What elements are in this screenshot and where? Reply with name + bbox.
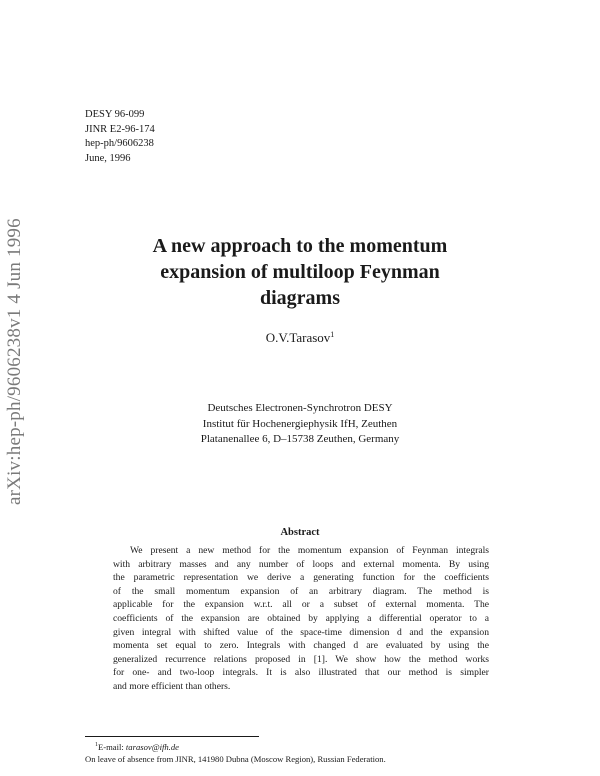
report-number-jinr: JINR E2-96-174 [85, 123, 155, 135]
footnote [85, 740, 555, 765]
abstract-body [113, 544, 489, 694]
footnote-divider [85, 736, 259, 737]
abstract-line: of the small momentum expansion of an arbitrary diagram. The method is [113, 585, 489, 597]
author-footnote-mark: 1 [330, 330, 335, 339]
email-address: tarasov@ifh.de [125, 742, 179, 752]
affiliation-line: Platanenallee 6, D–15738 Zeuthen, Germany [200, 433, 400, 445]
report-numbers [85, 108, 155, 166]
abstract-line: given integral with shifted value of the space-time dimension d and the expansion [113, 626, 489, 638]
paper-title [75, 233, 525, 311]
abstract-line: coefficients of the expansion are obtained by applying a differential operator to a [113, 612, 489, 624]
abstract-heading: Abstract [280, 527, 320, 538]
email-label: E-mail: [98, 742, 126, 752]
affiliation [150, 401, 450, 448]
affiliation-line: Institut für Hochenergiephysik IfH, Zeuthen [202, 417, 398, 430]
abstract-line: and more efficient than others. [113, 680, 231, 692]
footnote-email-line [85, 740, 555, 754]
title-line: expansion of multiloop Feynman [160, 261, 440, 283]
abstract-line: generalized recurrence relations proposed in [1]. We show how the method works [113, 653, 489, 665]
arxiv-stamp: arXiv:hep-ph/9606238v1 4 Jun 1996 [4, 218, 25, 505]
title-line: diagrams [260, 287, 340, 309]
report-date: June, 1996 [85, 152, 131, 164]
affiliation-line: Deutsches Electronen-Synchrotron DESY [207, 402, 393, 414]
report-number-arxiv: hep-ph/9606238 [85, 138, 154, 149]
title-line: A new approach to the momentum [152, 235, 448, 257]
author-name: O.V.Tarasov [265, 330, 331, 345]
abstract-line: We present a new method for the momentum expansion of Feynman integrals [130, 545, 489, 556]
abstract-line: for one- and two-loop integrals. It is also illustrated that our method is simpler [113, 667, 489, 679]
abstract-line: the parametric representation we derive a generating function for the coefficients [113, 572, 489, 584]
footnote-mark: 1 [95, 742, 98, 748]
footnote-leave-line: On leave of absence from JINR, 141980 Dubna (Moscow Region), Russian Federation. [85, 753, 386, 764]
author [150, 330, 450, 346]
abstract-line: momenta set equal to zero. Integrals with changed d are evaluated by using the [113, 640, 489, 652]
abstract-line: with arbitrary masses and any number of loops and external momenta. By using [113, 558, 489, 570]
abstract-line: applicable for the expansion w.r.t. all or a subset of external momenta. The [113, 599, 489, 611]
report-number-desy: DESY 96-099 [85, 109, 145, 120]
